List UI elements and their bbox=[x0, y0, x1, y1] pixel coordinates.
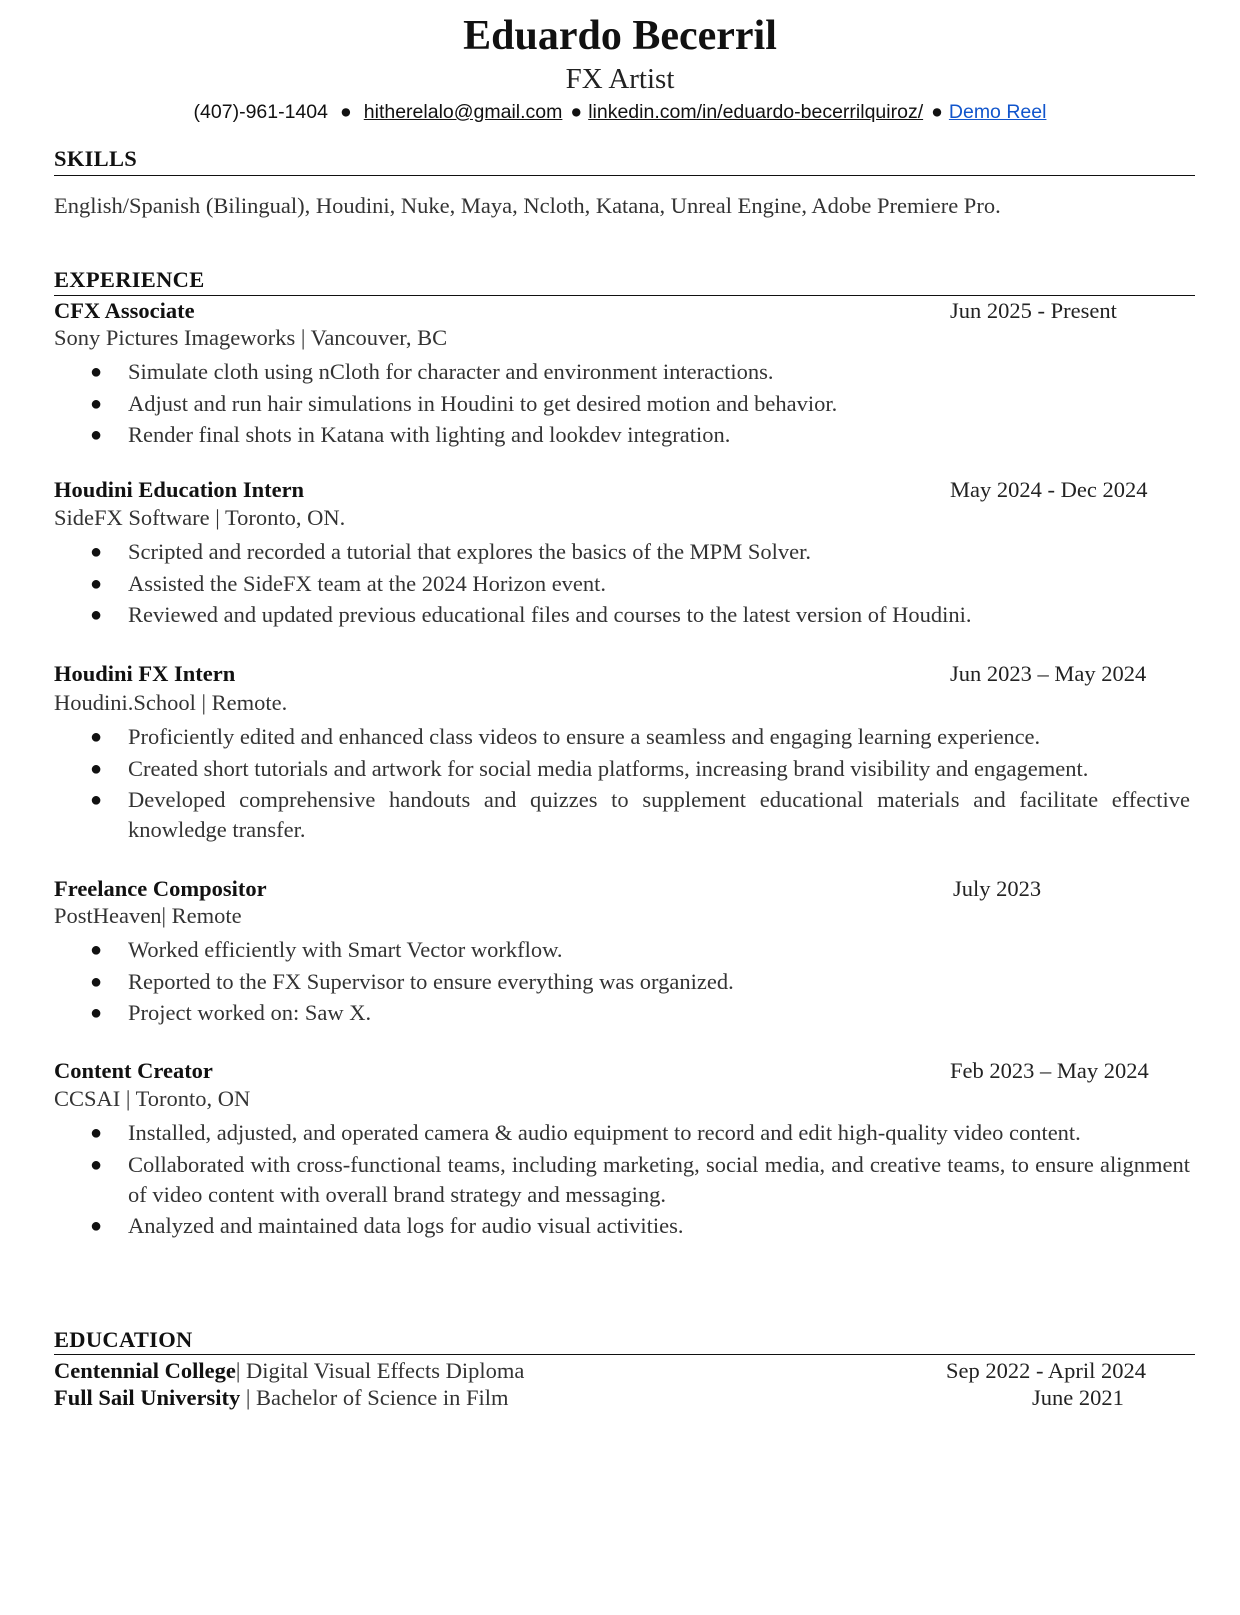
bullet-marker: ● bbox=[90, 1002, 103, 1024]
job-date: May 2024 - Dec 2024 bbox=[950, 477, 1148, 502]
list-item bbox=[54, 569, 1190, 599]
email-link[interactable]: hitherelalo@gmail.com bbox=[363, 101, 563, 123]
bullet-marker: ● bbox=[90, 1215, 103, 1237]
phone-number: (407)-961-1404 bbox=[193, 101, 328, 123]
bullet-text: Scripted and recorded a tutorial that explores the basics of the MPM Solver. bbox=[128, 539, 811, 564]
education-entry bbox=[54, 1384, 508, 1411]
bullet-marker: ● bbox=[90, 392, 103, 415]
education-date: June 2021 bbox=[1032, 1385, 1124, 1410]
bullet-marker: ● bbox=[90, 789, 103, 811]
job-date: Jun 2025 - Present bbox=[950, 298, 1117, 323]
section-divider bbox=[54, 1354, 1195, 1355]
job-organization: SideFX Software | Toronto, ON. bbox=[54, 505, 346, 530]
bullet-marker: ● bbox=[90, 541, 103, 563]
list-item bbox=[54, 389, 1190, 419]
separator-bullet: ● bbox=[570, 101, 583, 123]
bullet-marker: ● bbox=[90, 424, 103, 446]
bullet-marker: ● bbox=[90, 572, 103, 595]
bullet-text: Created short tutorials and artwork for social media platforms, increasing brand visibility and engagement. bbox=[128, 755, 1089, 781]
school-name: Centennial College bbox=[54, 1358, 236, 1383]
job-title: Content Creator bbox=[54, 1058, 213, 1083]
list-item bbox=[54, 935, 1190, 965]
job-date: July 2023 bbox=[953, 876, 1042, 901]
section-divider bbox=[54, 295, 1195, 296]
skills-heading: SKILLS bbox=[54, 146, 138, 171]
bullet-marker: ● bbox=[90, 726, 103, 748]
job-title: Houdini Education Intern bbox=[54, 477, 305, 502]
bullet-text: Simulate cloth using nCloth for character and environment interactions. bbox=[128, 359, 774, 384]
job-organization: CCSAI | Toronto, ON bbox=[54, 1086, 251, 1111]
bullet-marker: ● bbox=[90, 757, 103, 780]
demo-reel-link[interactable]: Demo Reel bbox=[948, 101, 1047, 123]
job-bullet-list bbox=[54, 357, 1190, 452]
education-heading: EDUCATION bbox=[54, 1327, 193, 1352]
job-organization: PostHeaven| Remote bbox=[54, 903, 242, 928]
candidate-role: FX Artist bbox=[565, 63, 675, 95]
job-bullet-list bbox=[54, 935, 1190, 1030]
job-bullet-list bbox=[54, 1118, 1190, 1243]
separator-bullet: ● bbox=[339, 101, 352, 123]
bullet-text: Worked efficiently with Smart Vector workflow. bbox=[128, 937, 563, 962]
bullet-text: Proficiently edited and enhanced class videos to ensure a seamless and engaging learning experience. bbox=[128, 724, 1041, 749]
bullet-text: Assisted the SideFX team at the 2024 Horizon event. bbox=[128, 570, 607, 596]
list-item bbox=[54, 967, 1190, 997]
list-item bbox=[54, 1211, 1190, 1241]
job-title: Houdini FX Intern bbox=[54, 661, 236, 686]
bullet-marker: ● bbox=[90, 604, 103, 626]
list-item bbox=[54, 998, 1190, 1028]
job-organization: Sony Pictures Imageworks | Vancouver, BC bbox=[54, 325, 448, 350]
separator: | bbox=[240, 1385, 257, 1410]
list-item bbox=[54, 420, 1190, 450]
section-divider bbox=[54, 175, 1195, 176]
list-item bbox=[54, 1118, 1190, 1148]
contact-line bbox=[0, 100, 1240, 124]
bullet-text: Project worked on: Saw X. bbox=[128, 1000, 372, 1025]
job-date: Feb 2023 – May 2024 bbox=[950, 1058, 1149, 1083]
program-name: Digital Visual Effects Diploma bbox=[246, 1358, 525, 1383]
bullet-text: Analyzed and maintained data logs for audio visual activities. bbox=[128, 1213, 684, 1238]
bullet-text: Collaborated with cross-functional teams, including marketing, social media, and creative teams, to ensure alignment of video content with overall brand strategy and messaging. bbox=[128, 1151, 1190, 1207]
bullet-marker: ● bbox=[90, 1153, 103, 1176]
school-name: Full Sail University bbox=[54, 1385, 241, 1410]
list-item bbox=[54, 1150, 1190, 1210]
bullet-text: Adjust and run hair simulations in Houdini to get desired motion and behavior. bbox=[128, 390, 838, 416]
bullet-text: Reviewed and updated previous educational files and courses to the latest version of Houdini. bbox=[128, 602, 972, 627]
bullet-text: Render final shots in Katana with lighting and lookdev integration. bbox=[128, 422, 731, 447]
candidate-name: Eduardo Becerril bbox=[463, 13, 777, 59]
skills-text: English/Spanish (Bilingual), Houdini, Nuke, Maya, Ncloth, Katana, Unreal Engine, Adobe Premiere Pro. bbox=[54, 193, 1001, 218]
linkedin-link[interactable]: linkedin.com/in/eduardo-becerrilquiroz/ bbox=[588, 101, 924, 123]
job-date: Jun 2023 – May 2024 bbox=[950, 661, 1147, 686]
experience-heading: EXPERIENCE bbox=[54, 267, 205, 292]
list-item bbox=[54, 537, 1190, 567]
separator-bullet: ● bbox=[931, 101, 943, 123]
list-item bbox=[54, 785, 1190, 845]
education-date: Sep 2022 - April 2024 bbox=[946, 1358, 1146, 1383]
education-entry bbox=[54, 1357, 524, 1384]
list-item bbox=[54, 357, 1190, 387]
bullet-text: Reported to the FX Supervisor to ensure everything was organized. bbox=[128, 968, 734, 994]
list-item bbox=[54, 722, 1190, 752]
bullet-text: Installed, adjusted, and operated camera & audio equipment to record and edit high-quality video content. bbox=[128, 1120, 1081, 1145]
bullet-marker: ● bbox=[90, 361, 103, 383]
bullet-marker: ● bbox=[90, 939, 103, 961]
list-item bbox=[54, 600, 1190, 630]
job-bullet-list bbox=[54, 722, 1190, 847]
job-title: Freelance Compositor bbox=[54, 876, 267, 901]
bullet-text: Developed comprehensive handouts and quizzes to supplement educational materials and facilitate effective knowledge transfer. bbox=[128, 787, 1190, 842]
bullet-marker: ● bbox=[90, 970, 103, 993]
separator: | bbox=[235, 1358, 246, 1383]
list-item bbox=[54, 754, 1190, 784]
job-title: CFX Associate bbox=[54, 298, 195, 323]
program-name: Bachelor of Science in Film bbox=[256, 1385, 509, 1410]
bullet-marker: ● bbox=[90, 1122, 103, 1144]
job-organization: Houdini.School | Remote. bbox=[54, 690, 288, 715]
job-bullet-list bbox=[54, 537, 1190, 632]
